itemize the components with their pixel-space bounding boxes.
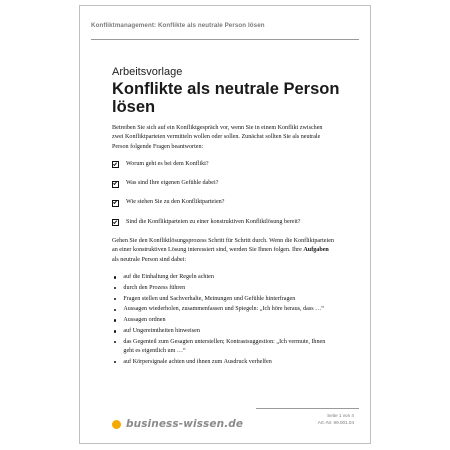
question-item: Wie stehen Sie zu den Konfliktparteien? xyxy=(112,198,334,207)
task-item: Aussagen wiederholen, zusammenfassen und Spiegeln: „Ich höre heraus, dass …“ xyxy=(112,305,334,314)
page-number: Seite 1 von 4 xyxy=(327,413,354,418)
task-item: auf Körpersignale achten und ihnen zum Ausdruck verhelfen xyxy=(112,358,334,367)
task-item: das Gegenteil zum Gesagten unterstellen; Kontrastsuggestion: „Ich vermute, Ihnen geht es eigentlich um …“ xyxy=(112,338,334,357)
document-label: Arbeitsvorlage xyxy=(112,66,183,78)
brand-logo xyxy=(112,418,243,430)
bullet-icon xyxy=(114,309,116,311)
footer-divider xyxy=(256,408,359,409)
question-list xyxy=(112,160,334,227)
intro-paragraph: Betreiben Sie sich auf ein Konfliktgespräch vor, wenn Sie in einem Konflikt zwischen zwei Konfliktparteien vermitteln wollen oder sollen. Zunächst sollten Sie als neutrale Person folgende Fragen beantworten: xyxy=(112,125,323,150)
bullet-icon xyxy=(114,287,116,289)
document-page xyxy=(79,5,371,444)
task-item: durch den Prozess führen xyxy=(112,284,334,293)
article-number: Art.-Nr. 99.001.04 xyxy=(317,419,354,425)
bullet-icon xyxy=(114,341,116,343)
page-title: Konflikte als neutrale Person lösen xyxy=(112,80,340,116)
checkbox-icon xyxy=(112,200,119,207)
bullet-icon xyxy=(114,330,116,332)
checkbox-icon xyxy=(112,161,119,168)
task-item: auf die Einhaltung der Regeln achten xyxy=(112,273,334,282)
task-item: auf Ungereimtheiten hinweisen xyxy=(112,327,334,336)
question-item: Sind die Konfliktparteien zu einer konstruktiven Konfliktlösung bereit? xyxy=(112,218,334,227)
question-item: Worum geht es bei dem Konflikt? xyxy=(112,160,334,169)
checkbox-icon xyxy=(112,219,119,226)
question-item: Was sind Ihre eigenen Gefühle dabei? xyxy=(112,179,334,188)
header-divider xyxy=(91,39,359,40)
document-body xyxy=(112,124,334,369)
bullet-icon xyxy=(114,319,116,321)
logo-dot-icon xyxy=(112,420,121,429)
task-list xyxy=(112,273,334,367)
bullet-icon xyxy=(114,276,116,278)
page-info xyxy=(318,413,354,426)
tasks-paragraph: Gehen Sie den Konfliktlösungsprozess Schritt für Schritt durch. Wenn die Konfliktparteien an einer konstruktiven Lösung interessiert sind, werden Sie Ihnen folgen. Ihre Aufgaben als neutrale Person sind dabei: xyxy=(112,238,334,263)
task-item: Aussagen ordnen xyxy=(112,316,334,325)
bullet-icon xyxy=(114,361,116,363)
logo-text: business-wissen.de xyxy=(126,418,244,430)
bullet-icon xyxy=(114,298,116,300)
task-item: Fragen stellen und Sachverhalte, Meinungen und Gefühle hinterfragen xyxy=(112,295,334,304)
checkbox-icon xyxy=(112,181,119,188)
page-header: Konfliktmanagement: Konflikte als neutrale Person lösen xyxy=(91,22,265,29)
